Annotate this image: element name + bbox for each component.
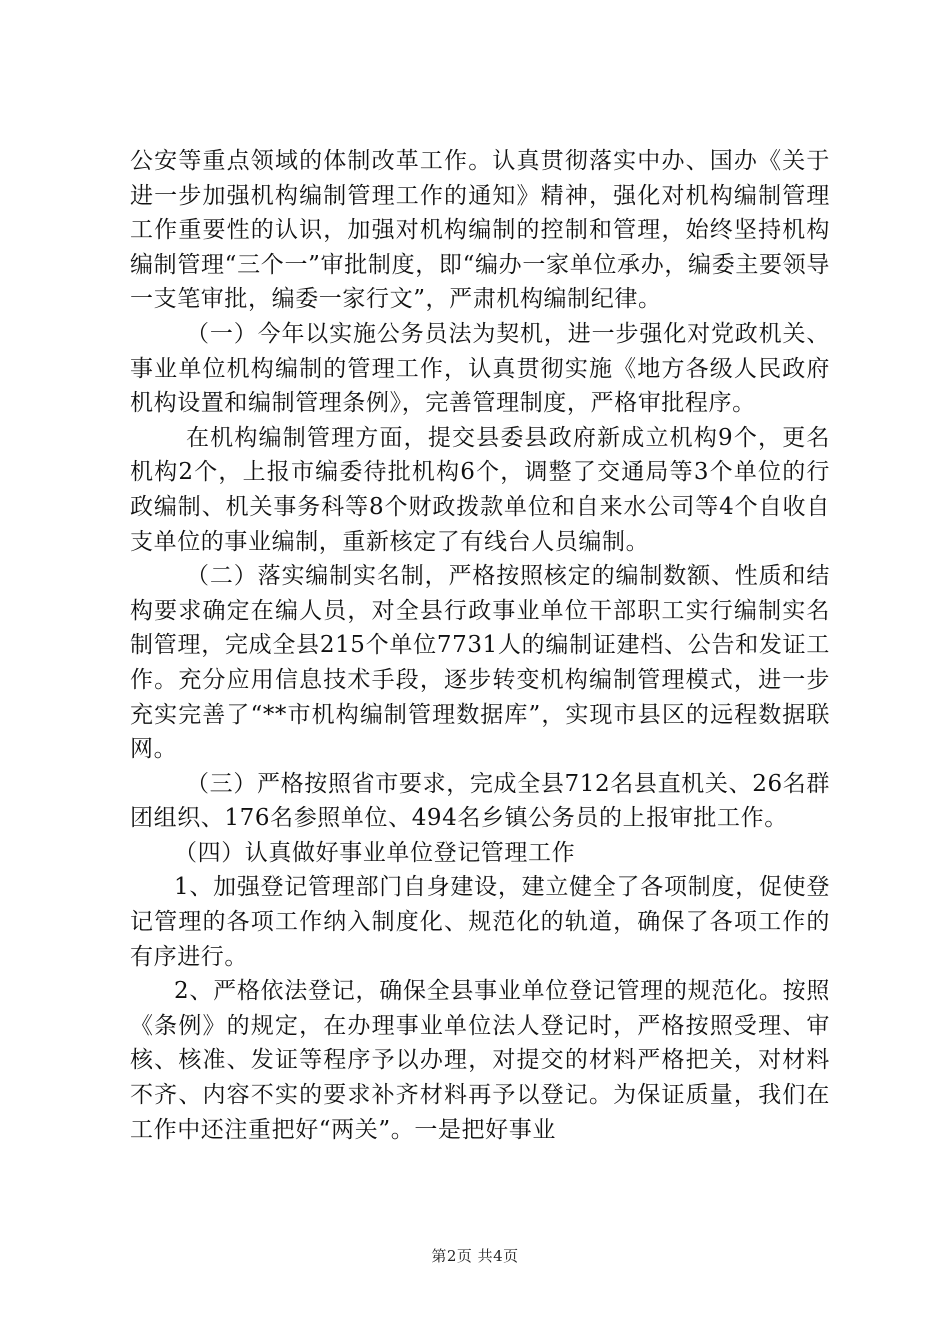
paragraph-point-one: 1、加强登记管理部门自身建设，建立健全了各项制度，促使登记管理的各项工作纳入制度化、规范化的轨道，确保了各项工作的有序进行。 <box>130 874 830 970</box>
page-number-footer: 第2页 共4页 <box>431 1247 519 1265</box>
paragraph-reform-work: 公安等重点领域的体制改革工作。认真贯彻落实中办、国办《关于进一步加强机构编制管理工作的通知》精神，强化对机构编制管理工作重要性的认识，加强对机构编制的控制和管理，始终坚持机构编制管理“三个一”审批制度，即“编办一家单位承办，编委主要领导一支笔审批，编委一家行文”，严肃机构编制纪律。 <box>130 148 830 313</box>
paragraph-item-one: （一）今年以实施公务员法为契机，进一步强化对党政机关、事业单位机构编制的管理工作，认真贯彻实施《地方各级人民政府机构设置和编制管理条例》，完善管理制度，严格审批程序。 <box>130 320 830 417</box>
paragraph-item-three: （三）严格按照省市要求，完成全县712名县直机关、26名群团组织、176名参照单位、494名乡镇公务员的上报审批工作。 <box>130 770 830 832</box>
paragraph-agency-management: 在机构编制管理方面，提交县委县政府新成立机构9个，更名机构2个，上报市编委待批机构6个，调整了交通局等3个单位的行政编制、机关事务科等8个财政拨款单位和自来水公司等4个自收自支单位的事业编制，重新核定了有线台人员编制。 <box>130 424 830 555</box>
document-body <box>130 144 830 1147</box>
paragraph-point-two: 2、严格依法登记，确保全县事业单位登记管理的规范化。按照《条例》的规定，在办理事业单位法人登记时，严格按照受理、审核、核准、发证等程序予以办理，对提交的材料严格把关，对材料不齐、内容不实的要求补齐材料再予以登记。为保证质量，我们在工作中还注重把好“两关”。一是把好事业 <box>130 978 830 1143</box>
paragraph-item-two: （二）落实编制实名制，严格按照核定的编制数额、性质和结构要求确定在编人员，对全县行政事业单位干部职工实行编制实名制管理，完成全县215个单位7731人的编制证建档、公告和发证工作。充分应用信息技术手段，逐步转变机构编制管理模式，进一步充实完善了“**市机构编制管理数据库”，实现市县区的远程数据联网。 <box>130 563 830 763</box>
paragraph-item-four-heading: （四）认真做好事业单位登记管理工作 <box>174 839 576 866</box>
